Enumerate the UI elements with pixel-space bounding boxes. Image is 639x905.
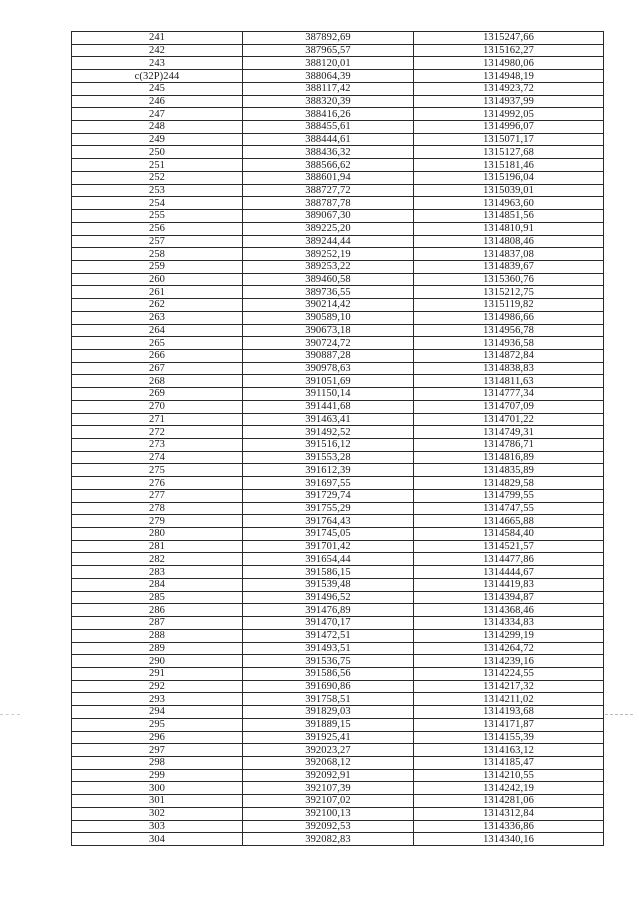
point-number-cell: 250 [72, 146, 243, 159]
table-row [72, 795, 604, 808]
point-number-cell: 256 [72, 222, 243, 235]
y-coordinate-cell: 1314185,47 [414, 756, 604, 769]
x-coordinate-cell: 389225,20 [243, 222, 414, 235]
y-coordinate-cell: 1314264,72 [414, 642, 604, 655]
y-coordinate-cell: 1314299,19 [414, 629, 604, 642]
y-coordinate-cell: 1314394,87 [414, 591, 604, 604]
x-coordinate-cell: 389253,22 [243, 260, 414, 273]
point-number-cell: 288 [72, 629, 243, 642]
table-row [72, 604, 604, 617]
point-number-cell: 301 [72, 795, 243, 808]
point-number-cell: 260 [72, 273, 243, 286]
point-number-cell: 287 [72, 617, 243, 630]
point-number-cell: 268 [72, 375, 243, 388]
table-row [72, 375, 604, 388]
point-number-cell: 280 [72, 528, 243, 541]
x-coordinate-cell: 388120,01 [243, 57, 414, 70]
x-coordinate-cell: 388727,72 [243, 184, 414, 197]
table-row [72, 642, 604, 655]
point-number-cell: 270 [72, 400, 243, 413]
point-number-cell: 251 [72, 159, 243, 172]
x-coordinate-cell: 387892,69 [243, 32, 414, 45]
table-row [72, 159, 604, 172]
x-coordinate-cell: 392100,13 [243, 807, 414, 820]
table-row [72, 337, 604, 350]
x-coordinate-cell: 388566,62 [243, 159, 414, 172]
y-coordinate-cell: 1314799,55 [414, 489, 604, 502]
y-coordinate-cell: 1314312,84 [414, 807, 604, 820]
point-number-cell: 302 [72, 807, 243, 820]
table-row [72, 299, 604, 312]
table-row [72, 667, 604, 680]
table-row [72, 324, 604, 337]
table-row [72, 311, 604, 324]
point-number-cell: 294 [72, 706, 243, 719]
point-number-cell: 253 [72, 184, 243, 197]
point-number-cell: 282 [72, 553, 243, 566]
table-row [72, 32, 604, 45]
table-row [72, 731, 604, 744]
y-coordinate-cell: 1314810,91 [414, 222, 604, 235]
table-row [72, 782, 604, 795]
point-number-cell: 295 [72, 718, 243, 731]
point-number-cell: 258 [72, 248, 243, 261]
x-coordinate-cell: 388455,61 [243, 121, 414, 134]
x-coordinate-cell: 391612,39 [243, 464, 414, 477]
table-row [72, 629, 604, 642]
y-coordinate-cell: 1315127,68 [414, 146, 604, 159]
table-row [72, 82, 604, 95]
table-row [72, 286, 604, 299]
x-coordinate-cell: 392107,02 [243, 795, 414, 808]
table-row [72, 617, 604, 630]
point-number-cell: 281 [72, 540, 243, 553]
point-number-cell: 267 [72, 362, 243, 375]
table-row [72, 400, 604, 413]
y-coordinate-cell: 1314281,06 [414, 795, 604, 808]
x-coordinate-cell: 391463,41 [243, 413, 414, 426]
y-coordinate-cell: 1315119,82 [414, 299, 604, 312]
point-number-cell: 265 [72, 337, 243, 350]
y-coordinate-cell: 1314948,19 [414, 70, 604, 83]
y-coordinate-cell: 1314211,02 [414, 693, 604, 706]
y-coordinate-cell: 1315247,66 [414, 32, 604, 45]
x-coordinate-cell: 391493,51 [243, 642, 414, 655]
table-row [72, 718, 604, 731]
x-coordinate-cell: 389736,55 [243, 286, 414, 299]
y-coordinate-cell: 1314707,09 [414, 400, 604, 413]
x-coordinate-cell: 392082,83 [243, 833, 414, 846]
y-coordinate-cell: 1314747,55 [414, 502, 604, 515]
table-row [72, 502, 604, 515]
table-row [72, 833, 604, 846]
point-number-cell: 291 [72, 667, 243, 680]
x-coordinate-cell: 388444,61 [243, 133, 414, 146]
point-number-cell: 293 [72, 693, 243, 706]
point-number-cell: 298 [72, 756, 243, 769]
table-row [72, 108, 604, 121]
x-coordinate-cell: 392107,39 [243, 782, 414, 795]
x-coordinate-cell: 391755,29 [243, 502, 414, 515]
y-coordinate-cell: 1314808,46 [414, 235, 604, 248]
point-number-cell: 272 [72, 426, 243, 439]
y-coordinate-cell: 1314477,86 [414, 553, 604, 566]
x-coordinate-cell: 388787,78 [243, 197, 414, 210]
y-coordinate-cell: 1314839,67 [414, 260, 604, 273]
table-row [72, 464, 604, 477]
table-row [72, 680, 604, 693]
x-coordinate-cell: 391476,89 [243, 604, 414, 617]
x-coordinate-cell: 390214,42 [243, 299, 414, 312]
point-number-cell: 248 [72, 121, 243, 134]
y-coordinate-cell: 1314956,78 [414, 324, 604, 337]
y-coordinate-cell: 1314521,57 [414, 540, 604, 553]
y-coordinate-cell: 1314665,88 [414, 515, 604, 528]
x-coordinate-cell: 391764,43 [243, 515, 414, 528]
point-number-cell: 300 [72, 782, 243, 795]
x-coordinate-cell: 391925,41 [243, 731, 414, 744]
y-coordinate-cell: 1314992,05 [414, 108, 604, 121]
table-row [72, 273, 604, 286]
table-row [72, 439, 604, 452]
y-coordinate-cell: 1314334,83 [414, 617, 604, 630]
point-number-cell: 304 [72, 833, 243, 846]
y-coordinate-cell: 1314923,72 [414, 82, 604, 95]
point-number-cell: 289 [72, 642, 243, 655]
point-number-cell: 254 [72, 197, 243, 210]
coordinates-table [71, 31, 604, 846]
point-number-cell: 242 [72, 44, 243, 57]
y-coordinate-cell: 1314217,32 [414, 680, 604, 693]
point-number-cell: 249 [72, 133, 243, 146]
y-coordinate-cell: 1315071,17 [414, 133, 604, 146]
table-row [72, 807, 604, 820]
table-row [72, 426, 604, 439]
point-number-cell: 264 [72, 324, 243, 337]
y-coordinate-cell: 1315360,76 [414, 273, 604, 286]
point-number-cell: 303 [72, 820, 243, 833]
point-number-cell: 274 [72, 451, 243, 464]
x-coordinate-cell: 388601,94 [243, 171, 414, 184]
x-coordinate-cell: 391470,17 [243, 617, 414, 630]
point-number-cell: 246 [72, 95, 243, 108]
x-coordinate-cell: 391516,12 [243, 439, 414, 452]
x-coordinate-cell: 391758,51 [243, 693, 414, 706]
table-row [72, 184, 604, 197]
y-coordinate-cell: 1314835,89 [414, 464, 604, 477]
table-row [72, 146, 604, 159]
point-number-cell: 263 [72, 311, 243, 324]
point-number-cell: 261 [72, 286, 243, 299]
table-row [72, 553, 604, 566]
point-number-cell: 290 [72, 655, 243, 668]
table-row [72, 489, 604, 502]
coordinates-table-body [72, 32, 604, 846]
y-coordinate-cell: 1314163,12 [414, 744, 604, 757]
x-coordinate-cell: 388320,39 [243, 95, 414, 108]
x-coordinate-cell: 388436,32 [243, 146, 414, 159]
point-number-cell: 286 [72, 604, 243, 617]
y-coordinate-cell: 1315162,27 [414, 44, 604, 57]
y-coordinate-cell: 1314336,86 [414, 820, 604, 833]
point-number-cell: 271 [72, 413, 243, 426]
x-coordinate-cell: 392023,27 [243, 744, 414, 757]
table-row [72, 57, 604, 70]
point-number-cell: 273 [72, 439, 243, 452]
table-row [72, 477, 604, 490]
x-coordinate-cell: 392068,12 [243, 756, 414, 769]
y-coordinate-cell: 1314786,71 [414, 439, 604, 452]
point-number-cell: 296 [72, 731, 243, 744]
y-coordinate-cell: 1314986,66 [414, 311, 604, 324]
y-coordinate-cell: 1314340,16 [414, 833, 604, 846]
table-row [72, 133, 604, 146]
table-row [72, 197, 604, 210]
x-coordinate-cell: 391697,55 [243, 477, 414, 490]
table-row [72, 706, 604, 719]
y-coordinate-cell: 1314239,16 [414, 655, 604, 668]
table-row [72, 540, 604, 553]
y-coordinate-cell: 1314872,84 [414, 349, 604, 362]
x-coordinate-cell: 391729,74 [243, 489, 414, 502]
table-row [72, 744, 604, 757]
y-coordinate-cell: 1314224,55 [414, 667, 604, 680]
x-coordinate-cell: 391492,52 [243, 426, 414, 439]
y-coordinate-cell: 1314701,22 [414, 413, 604, 426]
x-coordinate-cell: 391539,48 [243, 578, 414, 591]
y-coordinate-cell: 1314155,39 [414, 731, 604, 744]
x-coordinate-cell: 387965,57 [243, 44, 414, 57]
table-row [72, 756, 604, 769]
y-coordinate-cell: 1314963,60 [414, 197, 604, 210]
table-row [72, 362, 604, 375]
y-coordinate-cell: 1314936,58 [414, 337, 604, 350]
x-coordinate-cell: 390978,63 [243, 362, 414, 375]
x-coordinate-cell: 388064,39 [243, 70, 414, 83]
y-coordinate-cell: 1314584,40 [414, 528, 604, 541]
x-coordinate-cell: 391690,86 [243, 680, 414, 693]
table-row [72, 515, 604, 528]
point-number-cell: 257 [72, 235, 243, 248]
y-coordinate-cell: 1314996,07 [414, 121, 604, 134]
table-row [72, 235, 604, 248]
table-row [72, 44, 604, 57]
x-coordinate-cell: 390589,10 [243, 311, 414, 324]
x-coordinate-cell: 392092,91 [243, 769, 414, 782]
table-row [72, 210, 604, 223]
point-number-cell: 285 [72, 591, 243, 604]
y-coordinate-cell: 1314980,06 [414, 57, 604, 70]
table-row [72, 222, 604, 235]
y-coordinate-cell: 1315196,04 [414, 171, 604, 184]
y-coordinate-cell: 1314851,56 [414, 210, 604, 223]
y-coordinate-cell: 1314242,19 [414, 782, 604, 795]
x-coordinate-cell: 389460,58 [243, 273, 414, 286]
x-coordinate-cell: 391553,28 [243, 451, 414, 464]
x-coordinate-cell: 391441,68 [243, 400, 414, 413]
y-coordinate-cell: 1314368,46 [414, 604, 604, 617]
point-number-cell: 247 [72, 108, 243, 121]
table-row [72, 121, 604, 134]
table-row [72, 388, 604, 401]
y-coordinate-cell: 1315212,75 [414, 286, 604, 299]
y-coordinate-cell: 1314837,08 [414, 248, 604, 261]
table-row [72, 591, 604, 604]
point-number-cell: 245 [72, 82, 243, 95]
point-number-cell: 276 [72, 477, 243, 490]
y-coordinate-cell: 1314838,83 [414, 362, 604, 375]
y-coordinate-cell: 1314937,99 [414, 95, 604, 108]
x-coordinate-cell: 389067,30 [243, 210, 414, 223]
point-number-cell: 252 [72, 171, 243, 184]
x-coordinate-cell: 391472,51 [243, 629, 414, 642]
x-coordinate-cell: 391586,15 [243, 566, 414, 579]
y-coordinate-cell: 1314816,89 [414, 451, 604, 464]
point-number-cell: 283 [72, 566, 243, 579]
x-coordinate-cell: 391150,14 [243, 388, 414, 401]
x-coordinate-cell: 389244,44 [243, 235, 414, 248]
y-coordinate-cell: 1315039,01 [414, 184, 604, 197]
x-coordinate-cell: 391536,75 [243, 655, 414, 668]
table-row [72, 95, 604, 108]
x-coordinate-cell: 390673,18 [243, 324, 414, 337]
x-coordinate-cell: 391889,15 [243, 718, 414, 731]
table-row [72, 820, 604, 833]
point-number-cell: 279 [72, 515, 243, 528]
y-coordinate-cell: 1315181,46 [414, 159, 604, 172]
table-row [72, 349, 604, 362]
x-coordinate-cell: 391496,52 [243, 591, 414, 604]
point-number-cell: 243 [72, 57, 243, 70]
y-coordinate-cell: 1314829,58 [414, 477, 604, 490]
y-coordinate-cell: 1314811,63 [414, 375, 604, 388]
point-number-cell: 277 [72, 489, 243, 502]
x-coordinate-cell: 391586,56 [243, 667, 414, 680]
x-coordinate-cell: 391654,44 [243, 553, 414, 566]
scan-margin-mark-left [0, 714, 20, 715]
x-coordinate-cell: 390724,72 [243, 337, 414, 350]
point-number-cell: 259 [72, 260, 243, 273]
scan-margin-mark [605, 714, 633, 715]
table-row [72, 693, 604, 706]
point-number-cell: 299 [72, 769, 243, 782]
table-row [72, 70, 604, 83]
table-row [72, 248, 604, 261]
table-row [72, 171, 604, 184]
table-row [72, 769, 604, 782]
y-coordinate-cell: 1314777,34 [414, 388, 604, 401]
y-coordinate-cell: 1314171,87 [414, 718, 604, 731]
point-number-cell: 284 [72, 578, 243, 591]
y-coordinate-cell: 1314210,55 [414, 769, 604, 782]
table-row [72, 528, 604, 541]
table-row [72, 260, 604, 273]
point-number-cell: 266 [72, 349, 243, 362]
point-number-cell: 255 [72, 210, 243, 223]
point-number-cell: 262 [72, 299, 243, 312]
point-number-cell: 297 [72, 744, 243, 757]
point-number-cell: 278 [72, 502, 243, 515]
x-coordinate-cell: 392092,53 [243, 820, 414, 833]
table-row [72, 655, 604, 668]
y-coordinate-cell: 1314419,83 [414, 578, 604, 591]
point-number-cell: 241 [72, 32, 243, 45]
x-coordinate-cell: 389252,19 [243, 248, 414, 261]
table-row [72, 451, 604, 464]
point-number-cell: 269 [72, 388, 243, 401]
x-coordinate-cell: 391051,69 [243, 375, 414, 388]
y-coordinate-cell: 1314444,67 [414, 566, 604, 579]
point-number-cell: 275 [72, 464, 243, 477]
x-coordinate-cell: 391701,42 [243, 540, 414, 553]
x-coordinate-cell: 388416,26 [243, 108, 414, 121]
table-row [72, 413, 604, 426]
point-number-cell: 292 [72, 680, 243, 693]
y-coordinate-cell: 1314193,68 [414, 706, 604, 719]
x-coordinate-cell: 391745,05 [243, 528, 414, 541]
x-coordinate-cell: 388117,42 [243, 82, 414, 95]
y-coordinate-cell: 1314749,31 [414, 426, 604, 439]
x-coordinate-cell: 390887,28 [243, 349, 414, 362]
point-number-cell: с(32Р)244 [72, 70, 243, 83]
table-row [72, 566, 604, 579]
x-coordinate-cell: 391829,03 [243, 706, 414, 719]
table-row [72, 578, 604, 591]
